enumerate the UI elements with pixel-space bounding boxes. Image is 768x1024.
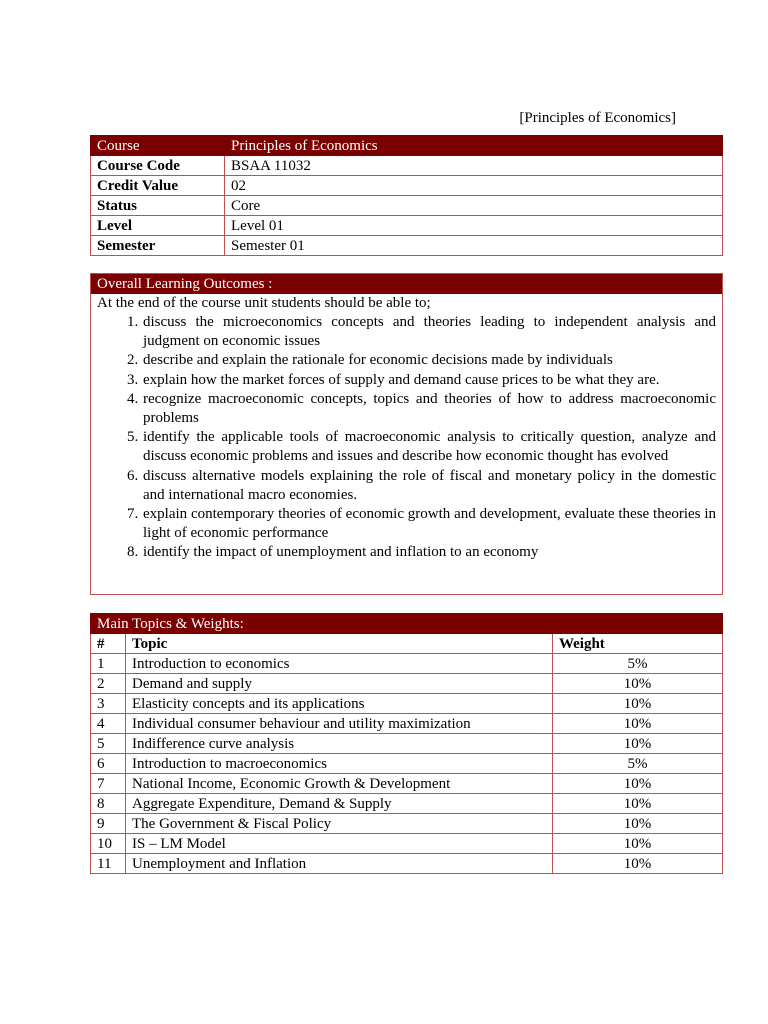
topics-title-row	[91, 614, 723, 634]
topic-name: Individual consumer behaviour and utility maximization	[126, 714, 553, 734]
outcome-item: 4. recognize macroeconomic concepts, topics and theories of how to address macroeconomic problems	[142, 390, 716, 428]
course-code-label: Course Code	[91, 156, 225, 176]
topic-num: 1	[91, 654, 126, 674]
outcome-item: 1. discuss the microeconomics concepts and theories leading to independent analysis and judgment on economic issues	[142, 313, 716, 351]
level-value: Level 01	[225, 216, 723, 236]
topic-num: 10	[91, 834, 126, 854]
learning-outcomes-title: Overall Learning Outcomes :	[91, 274, 722, 294]
topic-num: 3	[91, 694, 126, 714]
topic-name: Unemployment and Inflation	[126, 854, 553, 874]
topic-num: 7	[91, 774, 126, 794]
topic-num: 6	[91, 754, 126, 774]
topics-weights-table	[90, 613, 723, 874]
outcome-item: 6. discuss alternative models explaining the role of fiscal and monetary policy in the domestic and international macro economies.	[142, 467, 716, 505]
topic-num: 4	[91, 714, 126, 734]
table-row	[91, 714, 723, 734]
topic-name: Introduction to macroeconomics	[126, 754, 553, 774]
topic-num: 8	[91, 794, 126, 814]
topic-num: 5	[91, 734, 126, 754]
course-code-row	[91, 156, 723, 176]
topics-title: Main Topics & Weights:	[91, 614, 723, 634]
credit-value-value: 02	[225, 176, 723, 196]
topic-name: IS – LM Model	[126, 834, 553, 854]
outcome-item: 3. explain how the market forces of supply and demand cause prices to be what they are.	[142, 371, 716, 390]
topic-column-header: Topic	[126, 634, 553, 654]
semester-row	[91, 236, 723, 256]
topic-weight: 10%	[552, 674, 722, 694]
outcome-item: 5. identify the applicable tools of macroeconomic analysis to critically question, analyze and discuss economic problems and issues and describe how economic thought has evolved	[142, 428, 716, 466]
table-row	[91, 694, 723, 714]
topic-name: Indifference curve analysis	[126, 734, 553, 754]
topic-weight: 10%	[552, 834, 722, 854]
semester-value: Semester 01	[225, 236, 723, 256]
outcome-item: 8. identify the impact of unemployment and inflation to an economy	[142, 543, 716, 562]
learning-outcomes-section	[90, 273, 723, 595]
table-row	[91, 774, 723, 794]
semester-label: Semester	[91, 236, 225, 256]
outcome-item: 2. describe and explain the rationale for economic decisions made by individuals	[142, 351, 716, 370]
table-row	[91, 814, 723, 834]
topic-weight: 5%	[552, 654, 722, 674]
topic-weight: 10%	[552, 794, 722, 814]
topic-weight: 10%	[552, 714, 722, 734]
topic-weight: 10%	[552, 814, 722, 834]
level-row	[91, 216, 723, 236]
learning-outcomes-intro: At the end of the course unit students should be able to;	[97, 295, 431, 311]
topic-name: The Government & Fiscal Policy	[126, 814, 553, 834]
topic-weight: 10%	[552, 734, 722, 754]
topic-weight: 5%	[552, 754, 722, 774]
weight-column-header: Weight	[552, 634, 722, 654]
status-label: Status	[91, 196, 225, 216]
course-value: Principles of Economics	[225, 136, 723, 156]
table-row	[91, 734, 723, 754]
status-value: Core	[225, 196, 723, 216]
topic-name: Aggregate Expenditure, Demand & Supply	[126, 794, 553, 814]
topic-name: Introduction to economics	[126, 654, 553, 674]
course-row	[91, 136, 723, 156]
topic-num: 11	[91, 854, 126, 874]
learning-outcomes-list	[91, 313, 722, 563]
outcome-item: 7. explain contemporary theories of economic growth and development, evaluate these theories in light of economic performance	[142, 505, 716, 543]
topic-weight: 10%	[552, 694, 722, 714]
topics-header-row	[91, 634, 723, 654]
topic-num: 9	[91, 814, 126, 834]
running-header: [Principles of Economics]	[519, 110, 676, 126]
num-column-header: #	[91, 634, 126, 654]
topic-name: Elasticity concepts and its applications	[126, 694, 553, 714]
table-row	[91, 674, 723, 694]
topic-weight: 10%	[552, 854, 722, 874]
table-row	[91, 834, 723, 854]
topic-name: National Income, Economic Growth & Development	[126, 774, 553, 794]
table-row	[91, 854, 723, 874]
topic-name: Demand and supply	[126, 674, 553, 694]
topic-weight: 10%	[552, 774, 722, 794]
course-info-table	[90, 135, 723, 256]
credit-value-row	[91, 176, 723, 196]
table-row	[91, 794, 723, 814]
table-row	[91, 754, 723, 774]
course-label: Course	[91, 136, 225, 156]
credit-value-label: Credit Value	[91, 176, 225, 196]
level-label: Level	[91, 216, 225, 236]
topic-num: 2	[91, 674, 126, 694]
course-code-value: BSAA 11032	[225, 156, 723, 176]
table-row	[91, 654, 723, 674]
status-row	[91, 196, 723, 216]
